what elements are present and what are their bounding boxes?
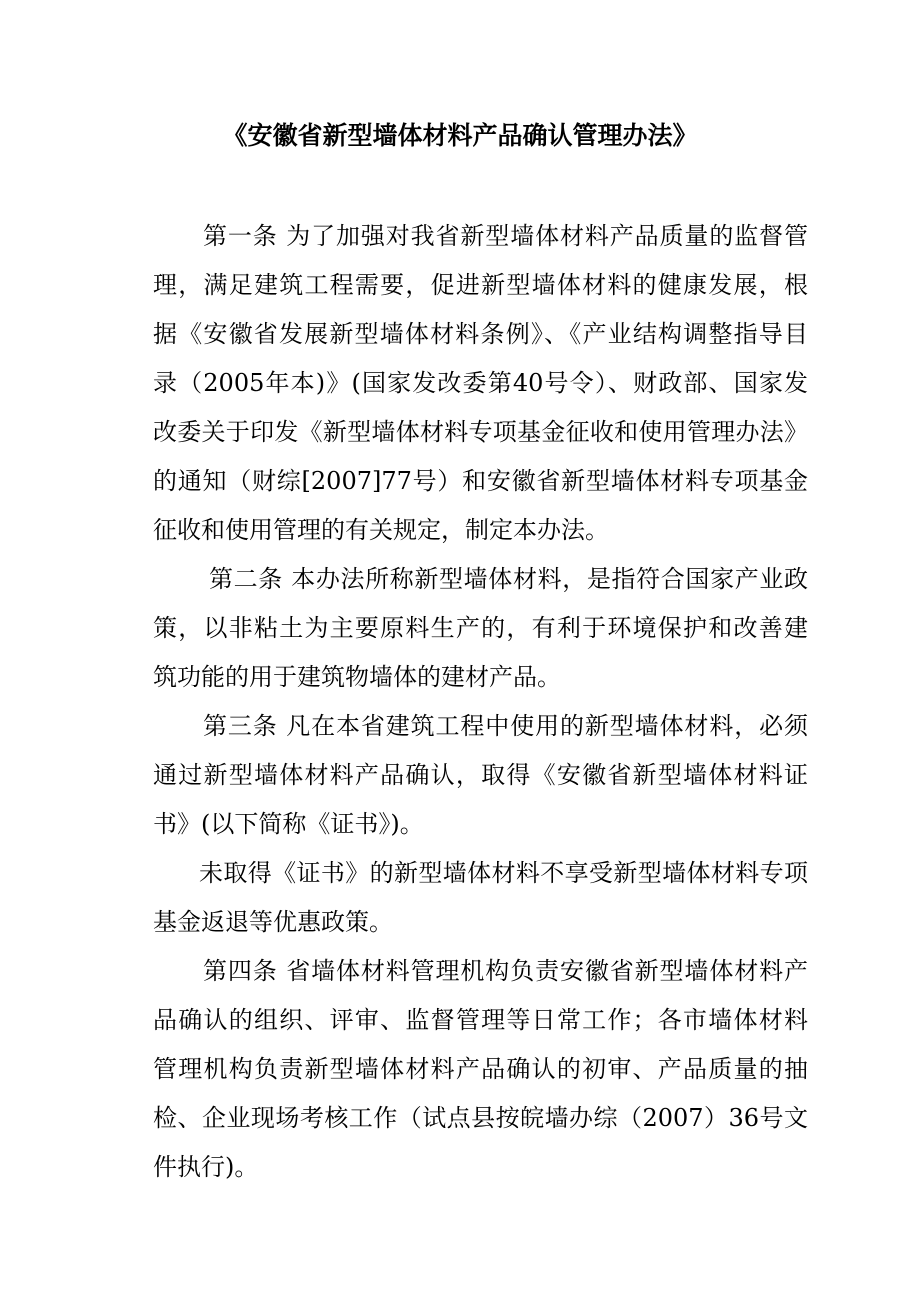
article-4-line-1: 第四条 省墙体材料管理机构负责安徽省新型墙体材料产 [203, 957, 808, 985]
article-2-line-3: 筑功能的用于建筑物墙体的建材产品。 [153, 663, 561, 691]
article-4-line-2: 品确认的组织、评审、监督管理等日常工作；各市墙体材料 [153, 1006, 808, 1034]
article-1-line-1: 第一条 为了加强对我省新型墙体材料产品质量的监督管 [203, 222, 808, 250]
article-1-line-4: 录（2005年本)》(国家发改委第40号令）、财政部、国家发 [153, 369, 808, 397]
document-title: 《安徽省新型墙体材料产品确认管理办法》 [222, 121, 698, 150]
article-3-line-2: 通过新型墙体材料产品确认，取得《安徽省新型墙体材料证 [153, 761, 808, 789]
article-2-line-1: 第二条 本办法所称新型墙体材料，是指符合国家产业政 [209, 565, 808, 593]
article-1-line-2: 理，满足建筑工程需要，促进新型墙体材料的健康发展，根 [153, 271, 808, 299]
article-2-line-2: 策，以非粘土为主要原料生产的，有利于环境保护和改善建 [153, 614, 808, 642]
article-3-note-line-2: 基金返退等优惠政策。 [153, 908, 393, 936]
article-1-line-5: 改委关于印发《新型墙体材料专项基金征收和使用管理办法》 [153, 418, 808, 446]
article-1-line-7: 征收和使用管理的有关规定，制定本办法。 [153, 516, 609, 544]
article-1-line-6: 的通知（财综[2007]77号）和安徽省新型墙体材料专项基金 [153, 467, 808, 495]
article-3-line-3: 书》(以下简称《证书》)。 [153, 810, 424, 838]
article-4-line-3: 管理机构负责新型墙体材料产品确认的初审、产品质量的抽 [153, 1055, 808, 1083]
article-3-line-1: 第三条 凡在本省建筑工程中使用的新型墙体材料，必须 [203, 712, 808, 740]
article-4-line-5: 件执行)。 [153, 1153, 259, 1181]
article-3-note-line-1: 未取得《证书》的新型墙体材料不享受新型墙体材料专项 [199, 859, 808, 887]
article-4-line-4: 检、企业现场考核工作（试点县按皖墙办综（2007）36号文 [153, 1104, 808, 1132]
article-1-line-3: 据《安徽省发展新型墙体材料条例》、《产业结构调整指导目 [153, 320, 808, 348]
